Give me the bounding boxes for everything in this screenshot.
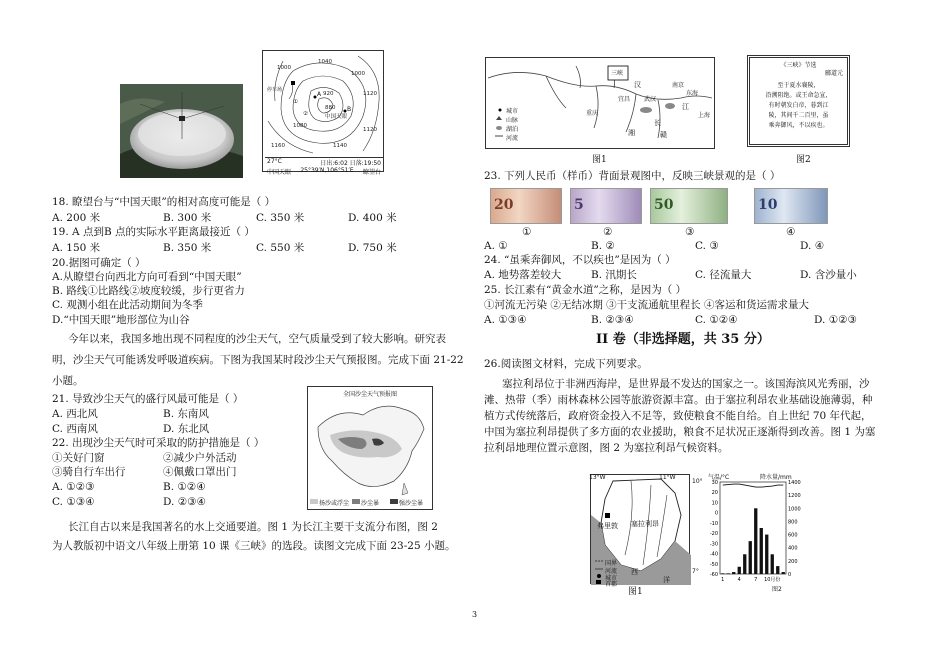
contour-label: 1120 xyxy=(363,91,377,97)
intro-yangtze-2: 为人教版初中语文八年级上册第 10 课《三峡》的选段。读图文完成下面 23-25 小题。 xyxy=(52,540,456,552)
q18-option-d: D. 400 米 xyxy=(348,212,397,224)
temp-tick-label: -60 xyxy=(709,572,718,578)
contour-label: 1080 xyxy=(293,123,307,129)
q20-option-d: D.“中国天眼”地形部位为山谷 xyxy=(52,314,190,326)
temp-axis-label: 气温/°C xyxy=(708,474,730,481)
q22-option-b: B. ①②④ xyxy=(163,481,206,493)
precip-bar xyxy=(749,541,752,574)
precip-bar xyxy=(771,554,774,574)
precip-tick-label: 600 xyxy=(788,532,798,539)
label-chongqing: 重庆 xyxy=(586,110,599,117)
q18-option-c: C. 350 米 xyxy=(256,212,305,224)
q24-option-b: B. 汛期长 xyxy=(591,269,637,281)
q25-option-d: D. ①②③ xyxy=(814,314,857,326)
q19-option-c: C. 550 米 xyxy=(256,242,305,254)
q24-option-a: A. 地势落差较大 xyxy=(484,269,562,281)
excerpt-line-1: 至于夏水襄陵， xyxy=(777,82,820,89)
q20-option-a: A.从瞭望台向西北方向可看到“中国天眼” xyxy=(52,271,242,283)
excerpt-line-3: 有时朝发白帝，暮到江 xyxy=(768,102,829,109)
month-tick-label: 7 xyxy=(754,577,758,583)
temp-tick-label: 20 xyxy=(711,490,718,497)
q26-para-3: 植方式传统落后，政府资金投入不足等，致使粮食不能自给。自上世纪 70 年代起， xyxy=(484,410,872,422)
legend-lake: 湖泊 xyxy=(506,126,519,133)
excerpt-line-4: 陵，其间千二百里，虽 xyxy=(768,112,829,119)
sea-label-2: 洋 xyxy=(663,576,670,584)
q21-option-b: B. 东南风 xyxy=(163,408,209,420)
intro-yangtze-1: 长江自古以来是我国著名的水上交通要道。图 1 为长江主要干支流分布图，图 2 xyxy=(68,521,438,533)
bill-label-4: ④ xyxy=(786,226,796,238)
month-tick-label: 4 xyxy=(737,577,741,583)
excerpt-author: 郦道元 xyxy=(824,70,843,77)
legend-river: 河流 xyxy=(506,135,519,142)
precip-bar xyxy=(760,528,763,574)
contour-map xyxy=(262,50,384,176)
q25-option-c: C. ①②④ xyxy=(695,314,738,326)
excerpt-line-5: 乘奔御风，不以疾也。 xyxy=(768,122,829,129)
intro-dust-3: 小题。 xyxy=(52,375,84,387)
temp-tick-label: 30 xyxy=(711,480,718,486)
label-yichang: 宜昌 xyxy=(618,96,631,103)
bill-label-3: ③ xyxy=(685,226,695,238)
legend-city: 城市 xyxy=(605,575,618,582)
sea-label: 西 xyxy=(631,568,638,576)
point-a: A xyxy=(317,91,322,98)
q26-para-2: 滩、热带（季）雨林森林公园等旅游资源丰富。由于塞拉利昂农业基础设施薄弱，种 xyxy=(484,394,873,406)
precip-bar xyxy=(765,535,768,574)
legend-dust-strong: 强沙尘暴 xyxy=(399,500,424,507)
banknote-4: 10 xyxy=(754,188,828,224)
q23-option-c: C. ③ xyxy=(695,240,719,252)
temp-tick-label: 0 xyxy=(714,510,718,517)
legend-dust-light: 扬沙或浮尘 xyxy=(319,500,350,507)
q22-stem: 22. 出现沙尘天气时可采取的防护措施是（ ） xyxy=(52,437,265,449)
climate-chart xyxy=(700,470,810,594)
parking-label: 停车场 xyxy=(267,87,283,93)
precip-tick-label: 400 xyxy=(788,545,798,552)
label-wuhan: 武汉 xyxy=(644,96,657,103)
banknote-3: 50 xyxy=(650,188,728,224)
q26-para-1: 塞拉利昂位于非洲西海岸，是世界最不发达的国家之一。该国海滨风光秀丽，沙 xyxy=(502,378,870,390)
q24-option-d: D. 含沙量小 xyxy=(800,269,857,281)
month-tick-label: 1 xyxy=(721,577,725,583)
legend-city: 城市 xyxy=(506,108,519,115)
page-number: 3 xyxy=(472,610,478,619)
dust-map-title: 全国沙尘天气预报图 xyxy=(342,391,397,398)
q26-para-4: 中国为塞拉利昂提供了多方面的农业援助，粮食不足状况正逐渐得到改善。图 1 为塞 xyxy=(484,426,876,438)
precip-bar xyxy=(721,573,724,574)
q20-option-b: B. 路线①比路线②坡度较缓，步行更省力 xyxy=(52,285,245,297)
intro-dust-2: 明，沙尘天气可能诱发呼吸道疾病。下图为我国某时段沙尘天气预报图。完成下面 21-22 xyxy=(52,354,464,366)
q26-para-5: 拉利昂地理位置示意图，图 2 为塞拉利昂气候资料。 xyxy=(484,442,729,454)
coordinates: 25°39′N,106°51′E xyxy=(300,167,354,174)
q19-stem: 19. A 点到B 点的实际水平距离最接近（ ） xyxy=(52,226,255,238)
legend-border: 国界 xyxy=(605,560,618,567)
precip-axis-label: 降水量/mm xyxy=(760,474,792,481)
q23-option-b: B. ② xyxy=(591,240,615,252)
bill-label-2: ② xyxy=(603,226,613,238)
dust-forecast-map xyxy=(307,386,433,510)
three-gorges-excerpt xyxy=(747,55,850,147)
contour-label: 1140 xyxy=(333,143,347,149)
q23-option-d: D. ④ xyxy=(800,240,825,252)
excerpt-line-2: 沿溯阻绝。或王命急宣， xyxy=(765,92,832,99)
q19-option-d: D. 750 米 xyxy=(348,242,397,254)
intro-dust-1: 今年以来，我国多地出现不同程度的沙尘天气，空气质量受到了较大影响。研究表 xyxy=(68,333,446,345)
label-chang: 长 xyxy=(654,119,661,127)
lat-label-10: 10° xyxy=(692,478,703,485)
q18-stem: 18. 瞭望台与“中国天眼”的相对高度可能是（ ） xyxy=(52,196,276,208)
legend-dust-storm: 沙尘暴 xyxy=(361,500,380,507)
section-heading: II 卷（非选择题，共 35 分） xyxy=(596,332,770,347)
q21-option-c: C. 西南风 xyxy=(52,423,98,435)
legend-river: 河流 xyxy=(605,568,618,575)
q25-option-b: B. ②③④ xyxy=(591,314,634,326)
temperature: 27°C xyxy=(267,158,282,165)
month-tick-label: 10月份 xyxy=(764,577,781,583)
lookout-legend: 瞭望台 xyxy=(362,169,381,176)
q22-item-2: ②减少户外活动 xyxy=(163,452,237,464)
q22-item-4: ④佩戴口罩出门 xyxy=(163,466,237,478)
precip-bar xyxy=(782,572,785,574)
label-xiang: 湘 xyxy=(628,129,635,137)
contour-label: 920 xyxy=(323,91,334,97)
route-1: ① xyxy=(293,99,298,105)
q22-option-d: D. ②③④ xyxy=(163,496,206,508)
q20-stem: 20.据图可确定（ ） xyxy=(52,257,146,269)
precip-bar xyxy=(776,566,779,574)
chart-caption: 图2 xyxy=(772,586,782,593)
fast-label: 中国天眼 xyxy=(325,114,348,120)
q22-option-c: C. ①③④ xyxy=(52,496,95,508)
temp-tick-label: -20 xyxy=(709,531,718,538)
temperature-line xyxy=(723,484,784,487)
contour-label: 1040 xyxy=(318,59,332,65)
label-east-sea: 东海 xyxy=(686,90,699,97)
q24-stem: 24. “虽乘奔御风，不以疾也”是因为（ ） xyxy=(484,254,676,266)
label-shanghai: 上海 xyxy=(698,112,711,119)
q20-option-c: C. 观测小组在此活动期间为冬季 xyxy=(52,299,203,311)
contour-label: 1120 xyxy=(363,127,377,133)
label-nanjing: 南京 xyxy=(672,82,685,89)
contour-label: 1000 xyxy=(351,71,365,77)
q19-option-b: B. 350 米 xyxy=(163,242,212,254)
precip-bar xyxy=(727,573,730,574)
legend-mountain: 山脉 xyxy=(506,117,519,124)
precip-tick-label: 800 xyxy=(788,519,798,526)
q23-option-a: A. ① xyxy=(484,240,508,252)
q18-option-a: A. 200 米 xyxy=(52,212,101,224)
temp-tick-label: -30 xyxy=(709,541,718,548)
sierra-leone-map xyxy=(589,474,690,588)
city-freetown: 弗里敦 xyxy=(597,522,618,530)
yangtze-river-map xyxy=(485,57,715,149)
q24-option-c: C. 径流量大 xyxy=(695,269,752,281)
point-b: B xyxy=(347,106,352,113)
q21-option-d: D. 东北风 xyxy=(163,423,210,435)
q22-item-1: ①关好门窗 xyxy=(52,452,105,464)
label-three-gorges: 三峡 xyxy=(611,70,624,77)
q25-items: ①河流无污染 ②无结冰期 ③干支流通航里程长 ④客运和货运需求量大 xyxy=(484,299,810,311)
excerpt-title: 《三峡》节选 xyxy=(780,62,817,69)
label-han: 汉 xyxy=(634,81,641,89)
precip-bar xyxy=(738,567,741,574)
precip-tick-label: 1200 xyxy=(788,493,801,500)
q21-stem: 21. 导致沙尘天气的盛行风最可能是（ ） xyxy=(52,393,244,405)
temp-tick-label: -50 xyxy=(709,561,718,568)
precip-tick-label: 1400 xyxy=(788,480,801,486)
precip-tick-label: 1000 xyxy=(788,506,801,513)
sl-map-caption: 图1 xyxy=(628,587,643,597)
q25-stem: 25. 长江素有“黄金水道”之称，是因为（ ） xyxy=(484,284,687,296)
excerpt-caption: 图2 xyxy=(796,155,811,165)
q18-option-b: B. 300 米 xyxy=(163,212,212,224)
sun-times: 日出:6:02 日落:19:50 xyxy=(320,160,381,167)
precip-bar xyxy=(732,572,735,574)
label-jiang: 江 xyxy=(682,103,689,111)
river-map-caption: 图1 xyxy=(592,155,607,165)
q19-option-a: A. 150 米 xyxy=(52,242,101,254)
label-gan: 赣 xyxy=(660,131,667,139)
lon-label-11w: 11°W xyxy=(659,474,676,481)
precip-tick-label: 200 xyxy=(788,558,798,565)
precip-bar xyxy=(754,508,757,574)
precip-bar xyxy=(743,554,746,574)
temp-tick-label: -10 xyxy=(709,520,718,527)
fast-telescope-photo xyxy=(120,84,243,178)
place-name: 中国天眼 xyxy=(267,169,292,176)
banknote-2: 5 xyxy=(570,188,642,224)
bill-label-1: ① xyxy=(522,226,532,238)
contour-label: 1160 xyxy=(271,143,285,149)
lon-label-13w: 13°W xyxy=(589,474,606,481)
contour-label: 1000 xyxy=(277,65,291,71)
legend-capital: 首都 xyxy=(605,581,618,588)
contour-label: 880 xyxy=(325,105,336,111)
q21-option-a: A. 西北风 xyxy=(52,408,98,420)
temp-tick-label: 10 xyxy=(711,500,718,507)
lat-label-7: 7° xyxy=(692,568,699,575)
temp-tick-label: -40 xyxy=(709,551,718,558)
q25-option-a: A. ①③④ xyxy=(484,314,527,326)
q26-stem: 26.阅读图文材料，完成下列要求。 xyxy=(484,358,648,370)
precip-tick-label: 0 xyxy=(788,572,792,578)
q23-stem: 23. 下列人民币（样币）背面景观图中，反映三峡景观的是（ ） xyxy=(484,170,781,182)
country-label: 塞拉利昂 xyxy=(631,520,659,528)
banknote-1: 20 xyxy=(490,188,562,224)
q22-option-a: A. ①②③ xyxy=(52,481,95,493)
q22-item-3: ③骑自行车出行 xyxy=(52,466,126,478)
route-2: ② xyxy=(303,111,308,117)
